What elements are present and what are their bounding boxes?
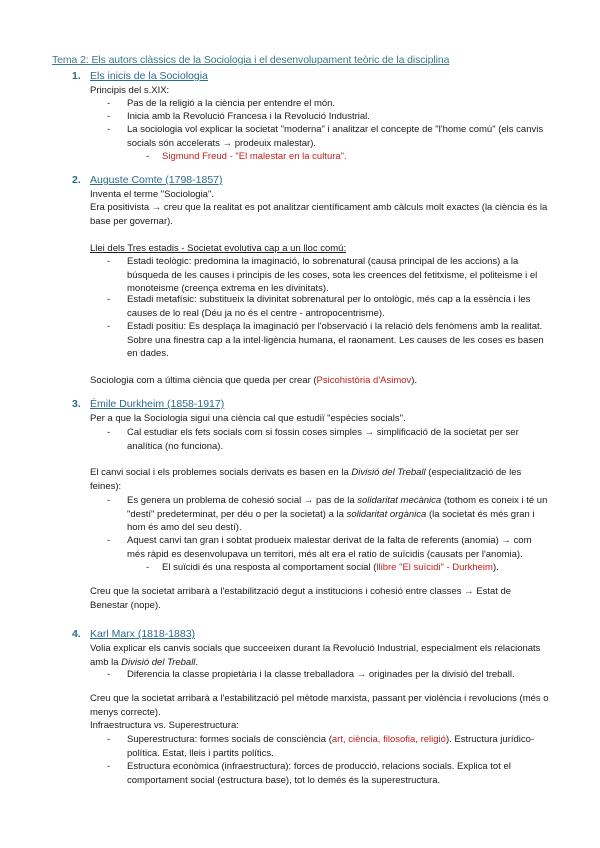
bullet-dash: -: [146, 151, 150, 162]
bullet-dash: -: [107, 669, 111, 680]
section-1-bullet: Inicia amb la Revolució Francesa i la Revolució Industrial.: [127, 111, 370, 122]
section-1-bullet: Pas de la religió a la ciència per entendre el món.: [127, 98, 336, 109]
section-4-paragraph: Creu que la societat arribarà a l'estabilització pel mètode marxista, passant per violència i revolucions (més o menys correcte).: [90, 693, 549, 718]
section-2-number: 2.: [72, 174, 81, 186]
section-4-paragraph: Volia explicar els canvis socials que succeeixen durant la Revolució Industrial, especialment els relacionats amb la Divisió del Treball.: [90, 643, 541, 668]
section-3-subbullet: El suïcidi és una resposta al comportament social (llibre "El suïcidi" - Durkheim).: [162, 562, 499, 573]
section-2-closing: Sociologia com a última ciència que queda per crear (Psicohistòria d'Asimov).: [90, 375, 418, 386]
asimov-reference: Psicohistòria d'Asimov: [316, 375, 412, 386]
bullet-dash: -: [107, 111, 111, 122]
section-4-number: 4.: [72, 628, 81, 640]
section-2-bullet: Estadi metafísic: substitueix la divinitat sobrenatural per lo ontològic, més cap a la essència i les causes de lo real (Déu ja no és el centre - antropocentrisme).: [127, 294, 531, 319]
section-4-paragraph: Infraestructura vs. Superestructura:: [90, 720, 239, 731]
bullet-dash: -: [107, 495, 111, 506]
section-3-number: 3.: [72, 398, 81, 410]
section-1-heading: Els inicis de la Sociologia: [90, 70, 208, 82]
bullet-dash: -: [107, 734, 111, 745]
bullet-dash: -: [146, 562, 150, 573]
bullet-dash: -: [107, 124, 111, 135]
section-2-heading[interactable]: Auguste Comte (1798-1857): [90, 174, 223, 186]
section-2-law-heading: Llei dels Tres estadis - Societat evolutiva cap a un lloc comú:: [90, 243, 347, 254]
bullet-dash: -: [107, 294, 111, 305]
section-3-bullet: Aquest canvi tan gran i sobtat produeix malestar derivat de la falta de referents (anomia) → com més ràpid es desenvolupava un territori, més alt era el ratio de suïcidis (causats per l'anomia).: [127, 535, 532, 560]
section-3-closing: Creu que la societat arribarà a l'estabilització degut a institucions i cohesió entre classes → Estat de Benestar (nope).: [90, 586, 512, 611]
section-3-bullet: Es genera un problema de cohesió social → pas de la solidaritat mecànica (tothom es coneix i té un "destí" predeterminat, per déu o per la societat) a la solidaritat orgànica (la societat és més gran i hom és amo del seu destí).: [127, 495, 548, 533]
bullet-dash: -: [107, 256, 111, 267]
section-2-paragraph: Era positivista → creu que la realitat es pot analitzar científicament amb càlculs molt exactes (la ciència és la base per governar).: [90, 202, 548, 227]
bullet-dash: -: [107, 535, 111, 546]
section-2-paragraph: Inventa el terme "Sociologia".: [90, 189, 214, 200]
section-3-heading[interactable]: Émile Durkheim (1858-1917): [90, 398, 225, 410]
section-1-intro: Principis del s.XIX:: [90, 85, 170, 96]
section-4-bullet: Estructura econòmica (infraestructura): forces de producció, relacions socials. Explica tot el comportament social (estructura base), tot lo demés és la superestructura.: [127, 761, 511, 786]
section-2-bullet: Estadi positiu: Es desplaça la imaginació per l'observació i la relació dels fenòmens amb la realitat. Sobre una finestra cap a la intel·ligència humana, el raonament. Les causes de les coses es basen en dades.: [127, 321, 544, 359]
section-1-subbullet: Sigmund Freud - "El malestar en la cultura".: [162, 151, 347, 162]
section-1-number: 1.: [72, 70, 81, 82]
superstructure-examples: art, ciència, filosofia, religió: [331, 734, 446, 745]
section-4-bullet: Superestructura: formes socials de consciència (art, ciència, filosofia, religió). Estructura jurídico-política. Estat, lleis i partits polítics.: [127, 734, 535, 759]
bullet-dash: -: [107, 321, 111, 332]
section-2-bullet: Estadi teològic: predomina la imaginació, lo sobrenatural (causa principal de les accions) a la búsqueda de les causes i principis de les coses, sota les creences del fetitxisme, el politeisme i el monoteisme (creença extrema en les divinitats).: [127, 256, 538, 294]
bullet-dash: -: [107, 98, 111, 109]
section-3-bullet: Cal estudiar els fets socials com si fossin coses simples → simplificació de la societat per ser analítica (no funciona).: [127, 427, 519, 452]
bullet-dash: -: [107, 761, 111, 772]
section-4-bullet: Diferencia la classe propietària i la classe treballadora → originades per la divisió del treball.: [127, 669, 515, 680]
section-3-paragraph: El canvi social i els problemes socials derivats es basen en la Divisió del Treball (especialització de les feines):: [90, 467, 522, 492]
section-4-heading[interactable]: Karl Marx (1818-1883): [90, 628, 196, 640]
section-1-bullet: La sociologia vol explicar la societat "moderna" i analitzar el concepte de "l'home comú" (els canvis socials són accelerats → prodeuix malestar).: [127, 124, 544, 149]
bullet-dash: -: [107, 427, 111, 438]
document-title: Tema 2: Els autors clàssics de la Sociologia i el desenvolupament teòric de la disciplina: [52, 54, 450, 66]
durkheim-book-reference: llibre "El suïcidi" - Durkheim: [376, 562, 493, 573]
section-3-paragraph: Per a que la Sociologia sigui una ciència cal que estudiï "espècies socials".: [90, 413, 406, 424]
